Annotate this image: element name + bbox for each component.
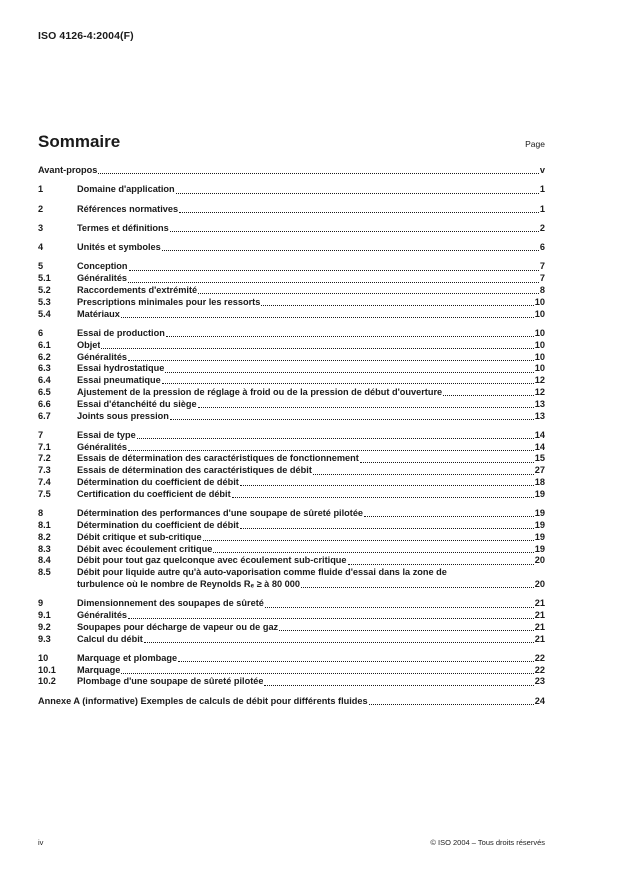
toc-entry-page: 24 <box>534 695 545 706</box>
toc-entry-row <box>38 165 545 177</box>
toc-entry-row <box>38 375 545 387</box>
toc-entry-row <box>38 598 545 610</box>
toc-leader-dots <box>240 485 534 486</box>
toc-entry-number: 7.1 <box>38 441 51 452</box>
toc-entry-page: v <box>539 165 545 175</box>
toc-entry-title: Joints sous pression <box>77 410 169 421</box>
toc-entry-page: 13 <box>534 398 545 409</box>
toc-leader-dots <box>128 282 539 283</box>
toc-entry-page: 10 <box>534 296 545 307</box>
toc-entry-page: 19 <box>534 508 545 519</box>
toc-entry-page: 14 <box>534 441 545 452</box>
toc-entry-title: Essai de production <box>77 327 165 338</box>
toc-entry-title: Termes et définitions <box>77 222 169 233</box>
toc-entry-title: Débit avec écoulement critique <box>77 543 213 554</box>
toc-entry-number: 5 <box>38 261 44 272</box>
toc-entry-number: 7.3 <box>38 465 51 476</box>
toc-entry-title: Soupapes pour décharge de vapeur ou de gaz <box>77 621 279 632</box>
toc-entry-title: Détermination du coefficient de débit <box>77 519 239 530</box>
toc-leader-dots <box>348 564 534 565</box>
toc-entry-row <box>38 411 545 423</box>
toc-entry-row <box>38 297 545 309</box>
toc-leader-dots <box>265 607 534 608</box>
toc-entry-number: 9.3 <box>38 633 51 644</box>
toc-entry-number: 3 <box>38 222 44 233</box>
toc-entry-title: Généralités <box>77 441 128 452</box>
toc-entry-page: 18 <box>534 477 545 488</box>
toc-leader-dots <box>162 383 534 384</box>
toc-entry-number: 6.3 <box>38 363 51 374</box>
toc-entry-number: 5.4 <box>38 308 51 319</box>
toc-entry-number: 6.4 <box>38 375 51 386</box>
toc-entry-number: 8.3 <box>38 543 51 554</box>
toc-entry-title: Marquage <box>77 664 121 675</box>
toc-entry-page: 2 <box>539 222 545 233</box>
toc-leader-dots <box>360 462 534 463</box>
toc-entry-page: 19 <box>534 543 545 554</box>
toc-entry-title: Ajustement de la pression de réglage à froid ou de la pression de début d'ouverture <box>77 386 443 397</box>
toc-leader-dots <box>213 552 533 553</box>
toc-entry-row <box>38 465 545 477</box>
toc-entry-row <box>38 544 545 556</box>
toc-leader-dots <box>232 497 534 498</box>
toc-entry-row <box>38 204 545 216</box>
copyright-notice: © ISO 2004 – Tous droits réservés <box>430 838 545 847</box>
toc-entry-row <box>38 555 545 567</box>
toc-entry-page: 7 <box>539 261 545 272</box>
toc-entry-number: 10.1 <box>38 664 56 675</box>
toc-entry-title: Plombage d'une soupape de sûreté pilotée <box>77 676 264 687</box>
toc-entry-title: Essai de type <box>77 429 136 440</box>
toc-entry-number: 6.5 <box>38 386 51 397</box>
toc-leader-dots <box>162 250 539 251</box>
toc-entry-number: 7.5 <box>38 488 51 499</box>
toc-entry-page: 21 <box>534 610 545 620</box>
toc-leader-dots <box>121 673 533 674</box>
toc-entry-title: Débit pour tout gaz quelconque avec écoulement sub-critique <box>77 555 347 566</box>
toc-entry-title: Essais de détermination des caractéristiques de fonctionnement <box>77 453 359 464</box>
toc-entry-title: Raccordements d'extrémité <box>77 285 198 296</box>
toc-entry-number: 6.6 <box>38 398 51 409</box>
toc-entry-number: 9 <box>38 598 44 609</box>
toc-heading <box>38 132 545 152</box>
toc-entry-row <box>38 442 545 454</box>
toc-entry-page: 21 <box>534 598 545 609</box>
toc-entry-number: 9.1 <box>38 610 51 620</box>
toc-entry-row <box>38 508 545 520</box>
toc-entry-number: 8 <box>38 508 44 519</box>
toc-entry-row <box>38 285 545 297</box>
toc-entry-title: Détermination des performances d'une soupape de sûreté pilotée <box>77 508 364 519</box>
toc-entry-number: 2 <box>38 203 44 214</box>
toc-list <box>38 165 545 708</box>
toc-entry-row <box>38 328 545 340</box>
toc-entry-row <box>38 399 545 411</box>
toc-leader-dots <box>128 360 534 361</box>
toc-entry-number: 8.1 <box>38 519 51 530</box>
toc-entry-title: Conception <box>77 261 128 272</box>
toc-leader-dots <box>176 193 539 194</box>
toc-entry-row <box>38 489 545 501</box>
toc-leader-dots <box>364 516 534 517</box>
toc-entry-number: 7 <box>38 429 44 440</box>
toc-entry-number: 8.4 <box>38 555 51 566</box>
toc-entry-page: 10 <box>534 327 545 338</box>
toc-entry-page: 10 <box>534 351 545 362</box>
toc-entry-page: 20 <box>534 555 545 566</box>
toc-entry-number: 6.2 <box>38 351 51 362</box>
toc-entry-number: 8.2 <box>38 531 51 542</box>
toc-leader-dots <box>165 372 533 373</box>
toc-entry-page: 15 <box>534 453 545 464</box>
toc-entry-number: 5.1 <box>38 273 51 284</box>
toc-leader-dots <box>301 587 534 588</box>
toc-entry-page: 13 <box>534 410 545 421</box>
toc-entry-row <box>38 242 545 254</box>
toc-entry-number: 7.4 <box>38 477 51 488</box>
toc-entry-number: 6.7 <box>38 410 51 421</box>
toc-entry-title: Essai d'étanchéité du siège <box>77 398 197 409</box>
toc-entry-title: Domaine d'application <box>77 184 175 195</box>
document-reference: ISO 4126-4:2004(F) <box>38 30 134 42</box>
toc-entry-row <box>38 653 545 665</box>
toc-entry-row <box>38 579 545 591</box>
toc-leader-dots <box>129 270 539 271</box>
toc-entry-page: 21 <box>534 621 545 632</box>
toc-entry-number: 10 <box>38 652 49 663</box>
toc-entry-page: 19 <box>534 531 545 542</box>
toc-entry-title: Dimensionnement des soupapes de sûreté <box>77 598 264 609</box>
toc-entry-row <box>38 676 545 688</box>
toc-entry-title: Essai pneumatique <box>77 375 161 386</box>
toc-entry-page: 6 <box>539 242 545 253</box>
toc-entry-number: 8.5 <box>38 567 51 578</box>
toc-leader-dots <box>128 450 534 451</box>
toc-leader-dots <box>170 419 534 420</box>
toc-entry-page: 22 <box>534 652 545 663</box>
toc-entry-row <box>38 273 545 285</box>
toc-entry-title: Références normatives <box>77 203 179 214</box>
toc-entry-row <box>38 340 545 352</box>
toc-leader-dots <box>198 293 539 294</box>
toc-entry-title: Généralités <box>77 273 128 284</box>
toc-leader-dots <box>144 642 534 643</box>
toc-entry-row <box>38 184 545 196</box>
toc-entry-row <box>38 610 545 622</box>
toc-entry-page: 19 <box>534 519 545 530</box>
toc-entry-title: Unités et symboles <box>77 242 161 253</box>
toc-entry-row <box>38 309 545 321</box>
toc-entry-title: Calcul du débit <box>77 633 143 644</box>
toc-entry-page: 10 <box>534 363 545 374</box>
toc-entry-title: turbulence où le nombre de Reynolds Rₑ ≥ à 80 000 <box>77 578 300 589</box>
toc-entry-row <box>38 223 545 235</box>
toc-leader-dots <box>121 317 534 318</box>
toc-entry-number: 5.3 <box>38 296 51 307</box>
toc-entry-title: Marquage et plombage <box>77 652 178 663</box>
toc-entry-number: 9.2 <box>38 621 51 632</box>
toc-entry-title: Objet <box>77 339 101 350</box>
toc-entry-row <box>38 532 545 544</box>
toc-entry-row <box>38 430 545 442</box>
toc-entry-number: 10.2 <box>38 676 56 687</box>
toc-entry-title: Avant-propos <box>38 165 98 175</box>
toc-entry-title: Débit critique et sub-critique <box>77 531 202 542</box>
page-footer <box>38 838 545 847</box>
toc-entry-number: 7.2 <box>38 453 51 464</box>
toc-entry-row <box>38 665 545 677</box>
toc-title: Sommaire <box>38 132 121 151</box>
toc-entry-row <box>38 261 545 273</box>
toc-entry-row <box>38 352 545 364</box>
page-number: iv <box>38 838 44 847</box>
toc-leader-dots <box>279 630 534 631</box>
toc-leader-dots <box>443 395 534 396</box>
toc-leader-dots <box>203 540 534 541</box>
toc-leader-dots <box>261 305 533 306</box>
toc-entry-page: 23 <box>534 676 545 687</box>
toc-leader-dots <box>240 528 534 529</box>
toc-leader-dots <box>369 704 534 705</box>
toc-entry-row <box>38 477 545 489</box>
toc-entry-row <box>38 453 545 465</box>
toc-entry-page: 12 <box>534 375 545 386</box>
toc-entry-page: 1 <box>539 203 545 214</box>
toc-entry-page: 27 <box>534 465 545 476</box>
toc-entry-page: 19 <box>534 488 545 499</box>
toc-leader-dots <box>264 685 533 686</box>
toc-entry-title: Matériaux <box>77 308 120 319</box>
toc-entry-number <box>38 579 77 591</box>
toc-entry-title: Généralités <box>77 610 128 620</box>
toc-leader-dots <box>128 618 534 619</box>
toc-leader-dots <box>198 407 534 408</box>
toc-entry-title: Généralités <box>77 351 128 362</box>
page-column-label: Page <box>525 139 545 149</box>
toc-entry-row <box>38 634 545 646</box>
toc-leader-dots <box>179 212 539 213</box>
toc-entry-row <box>38 387 545 399</box>
toc-leader-dots <box>101 348 533 349</box>
toc-entry-number: 6.1 <box>38 339 51 350</box>
toc-entry-page: 10 <box>534 339 545 350</box>
toc-leader-dots <box>170 231 539 232</box>
toc-entry-row <box>38 622 545 634</box>
toc-entry-row <box>38 696 545 708</box>
toc-entry-page: 10 <box>534 308 545 319</box>
toc-entry-title: Annexe A (informative) Exemples de calculs de débit pour différents fluides <box>38 695 368 706</box>
toc-entry-title: Essais de détermination des caractéristiques de débit <box>77 465 312 476</box>
toc-entry-row <box>38 567 545 579</box>
toc-entry-number: 5.2 <box>38 285 51 296</box>
toc-leader-dots <box>178 661 534 662</box>
toc-entry-title: Prescriptions minimales pour les ressorts <box>77 296 261 307</box>
toc-leader-dots <box>313 474 534 475</box>
toc-entry-row <box>38 520 545 532</box>
toc-entry-page: 1 <box>539 184 545 195</box>
toc-entry-page: 21 <box>534 633 545 644</box>
toc-entry-title: Débit pour liquide autre qu'à auto-vaporisation comme fluide d'essai dans la zone de <box>77 567 447 578</box>
toc-entry-title: Certification du coefficient de débit <box>77 488 231 499</box>
toc-entry-page: 14 <box>534 429 545 440</box>
toc-entry-page: 7 <box>539 273 545 284</box>
toc-entry-number: 6 <box>38 327 44 338</box>
toc-entry-title: Détermination du coefficient de débit <box>77 477 239 488</box>
toc-leader-dots <box>98 173 538 174</box>
toc-entry-title: Essai hydrostatique <box>77 363 165 374</box>
toc-entry-page: 8 <box>539 285 545 296</box>
toc-leader-dots <box>137 438 534 439</box>
toc-entry-number: 1 <box>38 184 44 195</box>
toc-entry-page: 12 <box>534 386 545 397</box>
toc-entry-number: 4 <box>38 242 44 253</box>
toc-leader-dots <box>166 336 534 337</box>
toc-entry-page: 22 <box>534 664 545 675</box>
toc-entry-page: 20 <box>534 578 545 589</box>
toc-entry-row <box>38 363 545 375</box>
